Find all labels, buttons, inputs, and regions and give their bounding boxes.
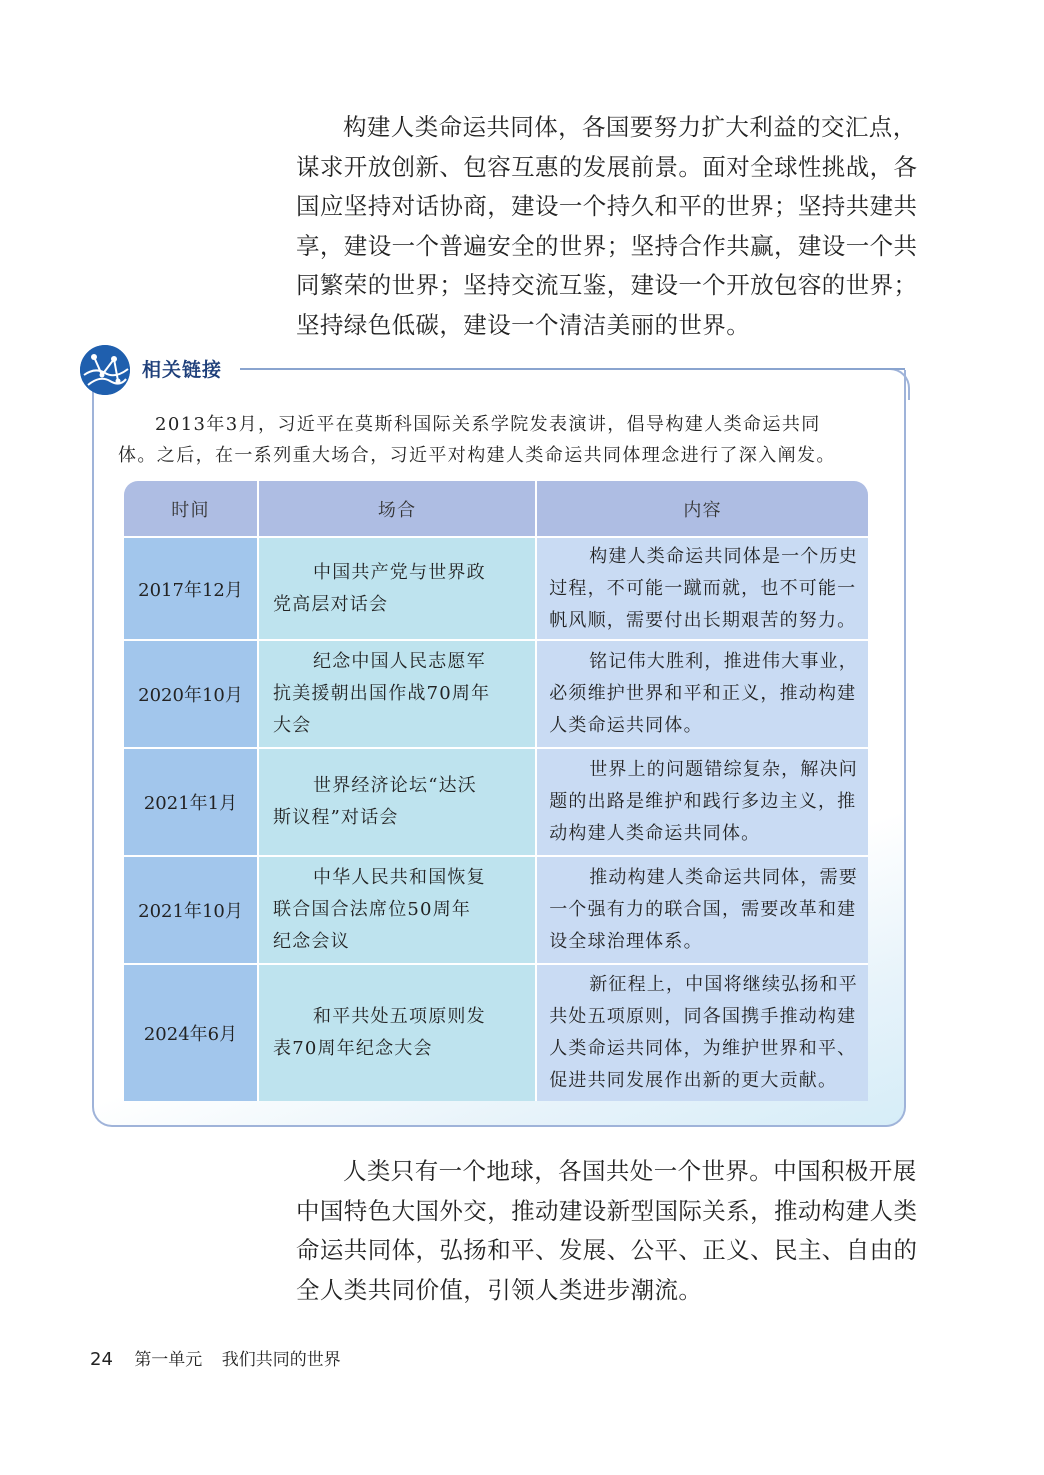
cell-content [537, 639, 868, 747]
cell-place [259, 855, 537, 963]
cell-time: 2024年6月 [124, 963, 259, 1101]
cell-line: 题的出路是维护和践行多边主义，推 [549, 791, 857, 812]
cell-line: 中华人民共和国恢复 [313, 867, 486, 888]
related-link-title: 相关链接 [142, 359, 223, 381]
cell-place [259, 963, 537, 1101]
table-row [124, 639, 868, 747]
unit-title: 我们共同的世界 [221, 1350, 341, 1370]
paragraph-line: 谋求开放创新、包容互惠的发展前景。面对全球性挑战，各 [296, 152, 918, 181]
body-paragraph-1 [296, 108, 918, 346]
cell-line: 世界上的问题错综复杂，解决问 [589, 759, 858, 780]
cell-content [537, 747, 868, 855]
intro-line: 2013年3月，习近平在莫斯科国际关系学院发表演讲，倡导构建人类命运共同 [155, 414, 821, 435]
cell-line: 大会 [273, 715, 312, 736]
column-header-time: 时间 [124, 481, 259, 536]
cell-line: 帆风顺，需要付出长期艰苦的努力。 [549, 609, 857, 631]
table-header-row [124, 481, 868, 536]
cell-time: 2017年12月 [124, 536, 259, 639]
cell-content [537, 963, 868, 1101]
cell-line: 共处五项原则，同各国携手推动构建 [549, 1006, 857, 1027]
paragraph-line: 国应坚持对话协商，建设一个持久和平的世界；坚持共建共 [296, 192, 918, 221]
cell-line: 新征程上，中国将继续弘扬和平 [589, 974, 858, 995]
paragraph-line: 坚持绿色低碳，建设一个清洁美丽的世界。 [296, 310, 751, 339]
cell-line: 抗美援朝出国作战70周年 [273, 683, 491, 704]
paragraph-line: 构建人类命运共同体，各国要努力扩大利益的交汇点， [343, 113, 917, 141]
cell-line: 构建人类命运共同体是一个历史 [589, 545, 858, 567]
cell-time: 2020年10月 [124, 639, 259, 747]
paragraph-line: 同繁荣的世界；坚持交流互鉴，建设一个开放包容的世界； [296, 271, 918, 300]
cell-line: 人类命运共同体。 [549, 715, 703, 736]
paragraph-line: 人类只有一个地球，各国共处一个世界。中国积极开展 [343, 1157, 917, 1185]
paragraph-line: 命运共同体，弘扬和平、发展、公平、正义、民主、自由的 [296, 1236, 918, 1265]
cell-line: 世界经济论坛“达沃 [313, 775, 478, 796]
network-globe-icon [80, 345, 130, 395]
cell-place [259, 747, 537, 855]
page-number: 24 [90, 1349, 113, 1370]
timeline-table [124, 481, 868, 1101]
cell-time: 2021年1月 [124, 747, 259, 855]
table-row [124, 855, 868, 963]
cell-place [259, 639, 537, 747]
cell-content [537, 536, 868, 639]
cell-line: 铭记伟大胜利，推进伟大事业， [589, 651, 858, 672]
cell-time: 2021年10月 [124, 855, 259, 963]
cell-place [259, 536, 537, 639]
body-paragraph-2 [296, 1152, 918, 1310]
cell-line: 动构建人类命运共同体。 [549, 823, 761, 844]
cell-line: 必须维护世界和平和正义，推动构建 [549, 683, 857, 704]
cell-content [537, 855, 868, 963]
cell-line: 过程，不可能一蹴而就，也不可能一 [549, 577, 857, 599]
paragraph-line: 全人类共同价值，引领人类进步潮流。 [296, 1275, 703, 1304]
intro-line: 体。之后，在一系列重大场合，习近平对构建人类命运共同体理念进行了深入阐发。 [118, 445, 836, 466]
cell-line: 和平共处五项原则发 [313, 1006, 486, 1027]
cell-line: 中国共产党与世界政 [313, 561, 486, 583]
paragraph-line: 中国特色大国外交，推动建设新型国际关系，推动构建人类 [296, 1196, 918, 1225]
page-footer [90, 1345, 341, 1370]
unit-label: 第一单元 [134, 1350, 203, 1370]
cell-line: 党高层对话会 [273, 593, 389, 615]
cell-line: 设全球治理体系。 [549, 931, 703, 952]
cell-line: 促进共同发展作出新的更大贡献。 [549, 1070, 838, 1091]
cell-line: 一个强有力的联合国，需要改革和建 [549, 899, 857, 920]
column-header-content: 内容 [537, 481, 868, 536]
column-header-place: 场合 [259, 481, 537, 536]
cell-line: 表70周年纪念大会 [273, 1038, 433, 1059]
table-row [124, 747, 868, 855]
cell-line: 纪念中国人民志愿军 [313, 651, 486, 672]
cell-line: 纪念会议 [273, 931, 350, 952]
cell-line: 斯议程”对话会 [273, 807, 399, 828]
paragraph-line: 享，建设一个普遍安全的世界；坚持合作共赢，建设一个共 [296, 231, 918, 260]
table-row [124, 536, 868, 639]
related-link-header [80, 345, 910, 397]
header-rule [240, 368, 905, 370]
table-row [124, 963, 868, 1101]
cell-line: 人类命运共同体，为维护世界和平、 [549, 1038, 857, 1059]
cell-line: 联合国合法席位50周年 [273, 899, 472, 920]
related-link-intro [118, 409, 888, 471]
cell-line: 推动构建人类命运共同体，需要 [589, 867, 858, 888]
